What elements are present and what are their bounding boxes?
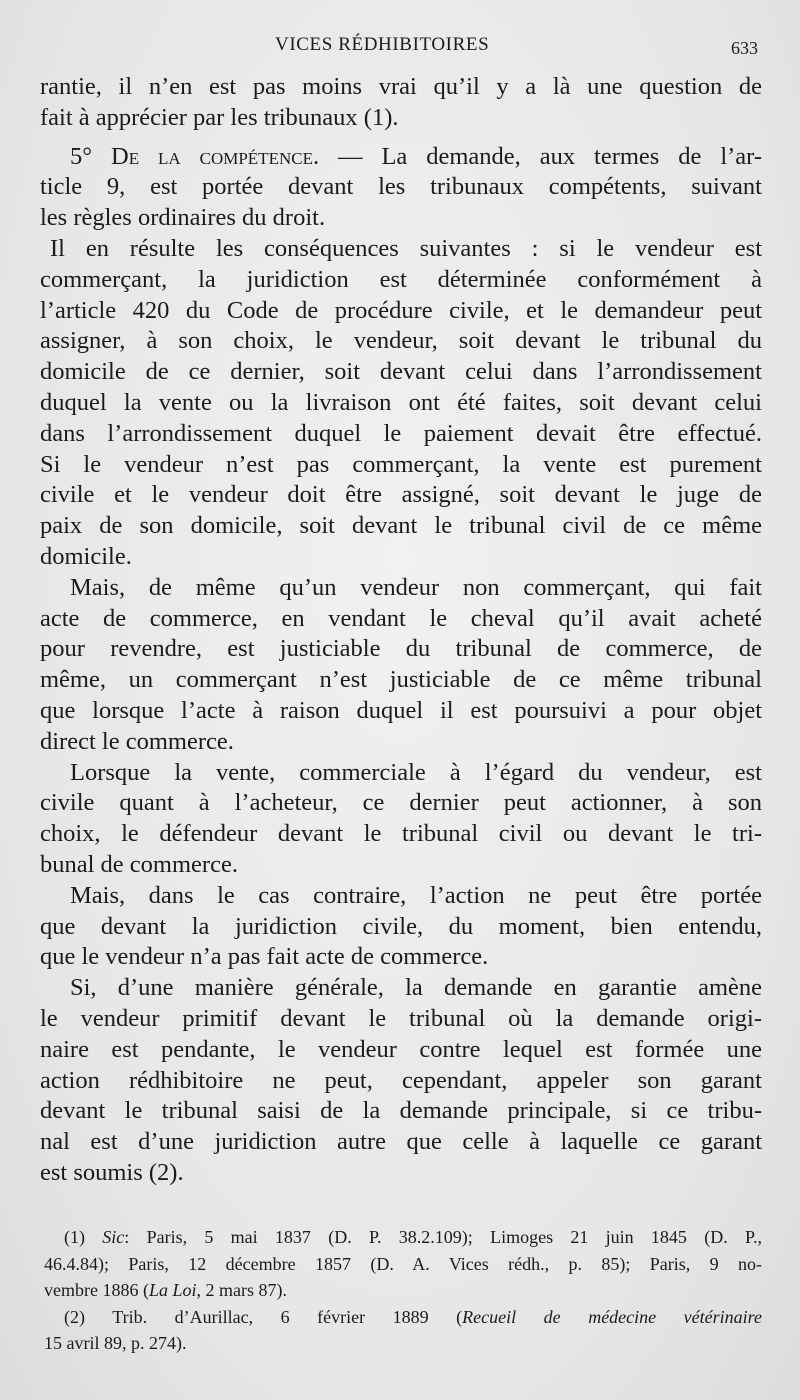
text-line: acte de commerce, en vendant le cheval qu’il avait acheté xyxy=(40,604,762,632)
text-line: que devant la juridiction civile, du moment, bien entendu, xyxy=(40,912,762,940)
paragraph-start: Lorsque la vente, commerciale à l’égard du vendeur, est xyxy=(70,758,762,786)
text-line: l’article 420 du Code de procédure civile, et le demandeur peut xyxy=(40,296,762,324)
footnote-2-title: Recueil de médecine vétérinaire xyxy=(462,1306,762,1327)
text-line: même, un commerçant n’est justiciable de ce même tribunal xyxy=(40,666,762,694)
footnote-1-line xyxy=(44,1224,762,1251)
running-title: VICES RÉDHIBITOIRES xyxy=(275,34,490,55)
section-heading: De la compétence. xyxy=(111,142,320,170)
text-line: bunal de commerce. xyxy=(40,850,238,878)
text-line: est soumis (2). xyxy=(40,1158,184,1186)
paragraph-start: Mais, de même qu’un vendeur non commerçant, qui fait xyxy=(70,573,762,601)
text-line: domicile de ce dernier, soit devant celui dans l’arrondissement xyxy=(40,358,762,386)
text-line: civile quant à l’acheteur, ce dernier peut actionner, à son xyxy=(40,789,762,817)
section-heading-line xyxy=(40,142,762,173)
page-number: 633 xyxy=(731,38,758,58)
footnote-1-text: : Paris, 5 mai 1837 (D. P. 38.2.109); Limoges 21 juin 1845 (D. P., xyxy=(124,1227,763,1247)
footnote-1-text: vembre 1886 ( xyxy=(44,1280,149,1300)
footnote-1-line xyxy=(44,1277,762,1304)
text-line: rantie, il n’en est pas moins vrai qu’il y a là une question de xyxy=(40,73,762,100)
text-line: domicile. xyxy=(40,542,132,570)
text-line: direct le commerce. xyxy=(40,727,234,755)
footnote-2-line xyxy=(44,1304,762,1331)
text-line: les règles ordinaires du droit. xyxy=(40,204,326,232)
paragraph-start: Il en résulte les conséquences suivantes : si le vendeur est xyxy=(50,234,762,262)
footnote-1-title: La Loi xyxy=(148,1280,197,1300)
text-line: Si le vendeur n’est pas commerçant, la vente est purement xyxy=(40,450,762,478)
footnotes xyxy=(44,1224,762,1357)
text-line: fait à apprécier par les tribunaux (1). xyxy=(40,103,399,131)
text-line: civile et le vendeur doit être assigné, soit devant le juge de xyxy=(40,481,762,509)
text-line: ticle 9, est portée devant les tribunaux compétents, suivant xyxy=(40,173,762,201)
text-line: devant le tribunal saisi de la demande principale, si ce tribu- xyxy=(40,1097,762,1125)
text-line: que lorsque l’acte à raison duquel il est poursuivi a pour objet xyxy=(40,696,762,724)
text-line: paix de son domicile, soit devant le tribunal civil de ce même xyxy=(40,512,762,540)
paragraph-start: Mais, dans le cas contraire, l’action ne peut être portée xyxy=(70,881,762,909)
footnote-1-line: 46.4.84); Paris, 12 décembre 1857 (D. A. Vices rédh., p. 85); Paris, 9 no- xyxy=(44,1253,762,1274)
page-header xyxy=(0,34,800,58)
footnote-1-sic: Sic xyxy=(102,1227,125,1247)
body-text xyxy=(40,72,762,1189)
text-line: nal est d’une juridiction autre que celle à laquelle ce garant xyxy=(40,1128,762,1156)
text-line: choix, le défendeur devant le tribunal civil ou devant le tri- xyxy=(40,820,762,848)
footnote-1-mark: (1) xyxy=(64,1227,85,1247)
text-line: pour revendre, est justiciable du tribunal de commerce, de xyxy=(40,635,762,663)
text-line: dans l’arrondissement duquel le paiement devait être effectué. xyxy=(40,419,762,447)
text-line: duquel la vente ou la livraison ont été faites, soit devant celui xyxy=(40,388,762,416)
section-number: 5° xyxy=(70,142,93,170)
footnote-2-text: Trib. d’Aurillac, 6 février 1889 ( xyxy=(112,1306,463,1327)
footnote-2-mark: (2) xyxy=(64,1306,85,1327)
text-line: assigner, à son choix, le vendeur, soit devant le tribunal du xyxy=(40,327,762,355)
footnote-1-text: , 2 mars 87). xyxy=(196,1280,287,1300)
text-line: commerçant, la juridiction est déterminée conformément à xyxy=(40,265,762,293)
text-line: que le vendeur n’a pas fait acte de commerce. xyxy=(40,943,489,971)
paragraph-start: Si, d’une manière générale, la demande en garantie amène xyxy=(70,974,762,1002)
text-line: action rédhibitoire ne peut, cependant, appeler son garant xyxy=(40,1066,762,1094)
section-text: — La demande, aux termes de l’ar- xyxy=(338,142,762,170)
text-line: le vendeur primitif devant le tribunal où la demande origi- xyxy=(40,1004,762,1032)
text-line: naire est pendante, le vendeur contre lequel est formée une xyxy=(40,1035,762,1063)
footnote-2-line: 15 avril 89, p. 274). xyxy=(44,1333,187,1353)
